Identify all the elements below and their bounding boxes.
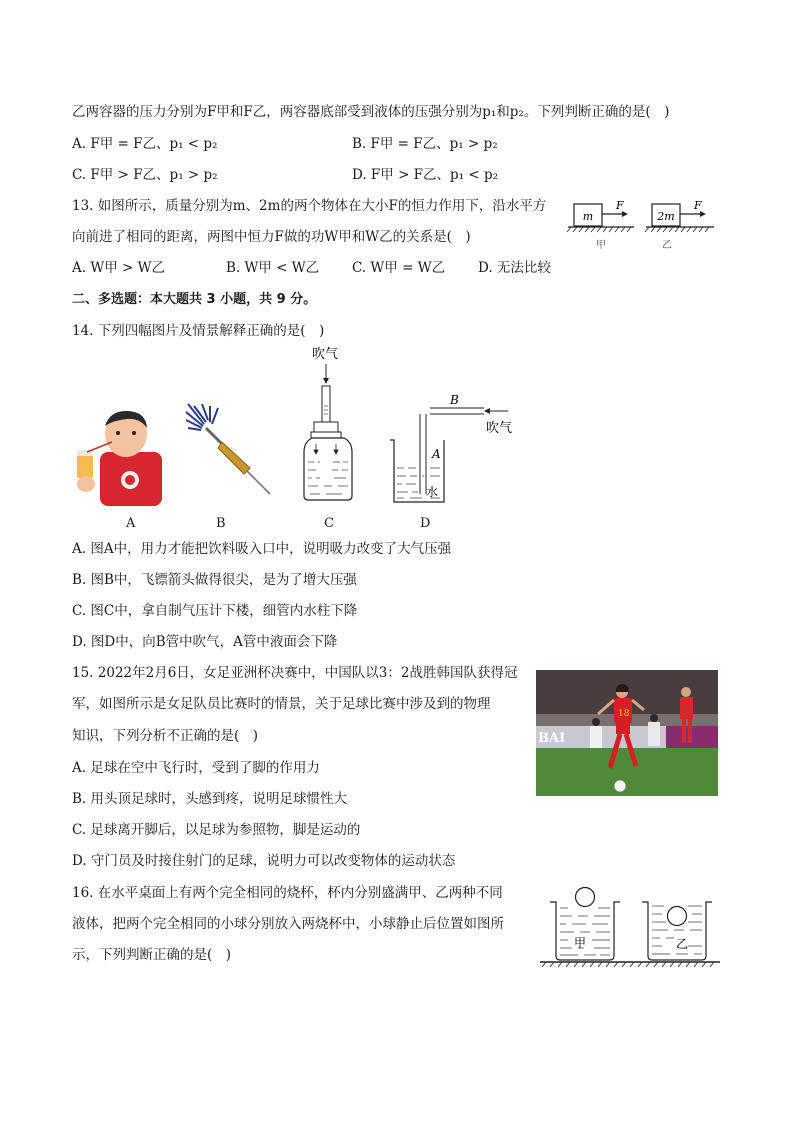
q14-label-b: B (216, 516, 226, 531)
q16-stem-line2: 液体，把两个完全相同的小球分别放入两烧杯中，小球静止后位置如图所 (72, 916, 504, 932)
section-heading: 二、多选题：本大题共 3 小题，共 9 分。 (72, 292, 317, 307)
q15-stem-line3: 知识，下列分析不正确的是( ) (72, 728, 259, 744)
q14-label-c: C (324, 516, 334, 531)
q13-force1-label: F (616, 199, 624, 212)
q14-option-c: C. 图C中，拿自制气压计下楼，细管内水柱下降 (72, 603, 358, 619)
q13-diagram-left (567, 199, 634, 251)
q16-label-jia: 甲 (574, 936, 587, 950)
q14-figure-a-boy-drinking (72, 408, 168, 506)
q13-option-b: B. W甲 < W乙 (226, 260, 320, 276)
q14-option-b: B. 图B中，飞镖箭头做得很尖，是为了增大压强 (72, 572, 357, 588)
q13-block2-label: 2m (657, 210, 675, 223)
q15-stem-line2: 军，如图所示是女足队员比赛时的情景，关于足球比赛中涉及到的物理 (72, 696, 491, 712)
q15-photo-jersey: 18 (618, 709, 630, 719)
q14-option-a: A. 图A中，用力才能把饮料吸入口中，说明吸力改变了大气压强 (72, 541, 452, 557)
q15-photo-banner: BAI (538, 731, 566, 746)
q12-option-a: A. F甲 = F乙、p₁ < p₂ (72, 136, 218, 152)
q13-figure (566, 196, 722, 254)
q15-option-b: B. 用头顶足球时，头感到疼，说明足球惯性大 (72, 791, 348, 807)
q16-beaker-right (642, 902, 712, 960)
q13-sub2: 乙 (662, 240, 672, 251)
q12-option-b: B. F甲 = F乙、p₁ > p₂ (352, 136, 498, 152)
q13-block1-label: m (582, 210, 594, 223)
q13-stem-line1: 13. 如图所示，质量分别为m、2m的两个物体在大小F的恒力作用下，沿水平方 (72, 198, 547, 214)
q12-option-c: C. F甲 > F乙、p₁ > p₂ (72, 167, 218, 183)
q14-figure-d-tubes (384, 388, 524, 506)
q12-stem: 乙两容器的压力分别为F甲和F乙，两容器底部受到液体的压强分别为p₁和p₂。下列判断正确的是( ) (72, 104, 670, 120)
q16-stem-line3: 示，下列判断正确的是( ) (72, 947, 232, 963)
q14-option-d: D. 图D中，向B管中吹气，A管中液面会下降 (72, 634, 338, 650)
q16-label-yi: 乙 (676, 937, 689, 951)
q13-stem-line2: 向前进了相同的距离，两图中恒力F做的功W甲和W乙的关系是( ) (72, 229, 471, 245)
q15-option-c: C. 足球离开脚后，以足球为参照物，脚是运动的 (72, 822, 361, 838)
q14-d-blow-text: 吹气 (486, 421, 513, 436)
q14-stem: 14. 下列四幅图片及情景解释正确的是( ) (72, 323, 325, 339)
q13-option-d: D. 无法比较 (478, 260, 551, 276)
q14-d-tube-a: A (432, 447, 441, 461)
q13-diagram-right (645, 199, 714, 251)
q13-sub1: 甲 (596, 240, 606, 251)
q14-c-blow-text: 吹气 (312, 347, 339, 362)
q16-beaker-left (550, 888, 620, 961)
q15-option-d: D. 守门员及时接住射门的足球，说明力可以改变物体的运动状态 (72, 853, 456, 869)
q15-option-a: A. 足球在空中飞行时，受到了脚的作用力 (72, 760, 320, 776)
q14-figure-c-bottle-barometer (298, 344, 358, 504)
q13-option-a: A. W甲 > W乙 (72, 260, 165, 276)
q14-d-tube-b: B (450, 393, 459, 407)
q13-option-c: C. W甲 = W乙 (352, 260, 446, 276)
q14-label-a: A (126, 516, 136, 531)
q14-d-water: 水 (426, 485, 439, 499)
q13-force2-label: F (694, 199, 702, 212)
q14-label-d: D (420, 516, 431, 531)
q15-stem-line1: 15. 2022年2月6日，女足亚洲杯决赛中，中国队以3：2战胜韩国队获得冠 (72, 665, 518, 681)
q15-football-photo (536, 670, 718, 796)
q16-beakers-figure (538, 884, 722, 968)
q12-option-d: D. F甲 > F乙、p₁ < p₂ (352, 167, 499, 183)
q16-stem-line1: 16. 在水平桌面上有两个完全相同的烧杯，杯内分别盛满甲、乙两种不同 (72, 885, 503, 901)
q14-figure-b-dart (184, 402, 276, 498)
